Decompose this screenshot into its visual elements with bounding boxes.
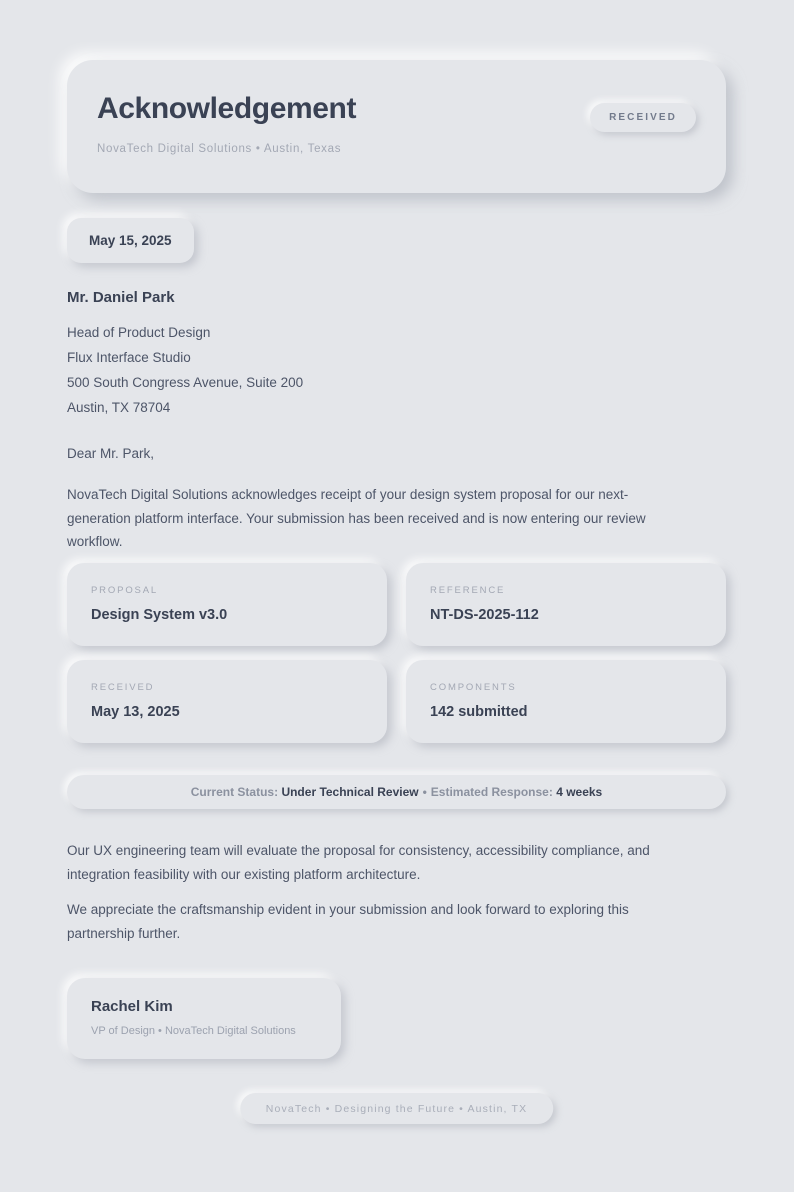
info-card-components bbox=[406, 660, 726, 743]
info-card-value: May 13, 2025 bbox=[91, 704, 180, 720]
date-chip: May 15, 2025 bbox=[67, 218, 194, 263]
signature-card bbox=[67, 978, 341, 1059]
body-paragraph-2: Our UX engineering team will evaluate the proposal for consistency, accessibility compliance, and integration feasibility with our existing platform architecture. bbox=[67, 843, 650, 882]
recipient-block bbox=[67, 290, 726, 420]
recipient-name: Mr. Daniel Park bbox=[67, 289, 175, 306]
info-card-label: RECEIVED bbox=[91, 682, 155, 693]
info-card-value: Design System v3.0 bbox=[91, 607, 228, 623]
salutation: Dear Mr. Park, bbox=[67, 446, 155, 461]
status-badge: RECEIVED bbox=[590, 103, 696, 132]
recipient-title: Head of Product Design bbox=[67, 325, 211, 340]
body-paragraph-3: We appreciate the craftsmanship evident in your submission and look forward to exploring this partnership further. bbox=[67, 902, 629, 941]
signature-role: VP of Design • NovaTech Digital Solutions bbox=[91, 1025, 296, 1037]
info-card-value: 142 submitted bbox=[430, 704, 528, 720]
recipient-street: 500 South Congress Avenue, Suite 200 bbox=[67, 375, 304, 390]
status-bar bbox=[67, 775, 726, 809]
status-bar-response-label: Estimated Response: bbox=[430, 785, 553, 799]
page-title: Acknowledgement bbox=[97, 92, 357, 125]
signature-name: Rachel Kim bbox=[91, 998, 173, 1015]
info-card-label: REFERENCE bbox=[430, 585, 506, 596]
info-card-reference bbox=[406, 563, 726, 646]
details-grid bbox=[67, 563, 726, 743]
recipient-company: Flux Interface Studio bbox=[67, 350, 191, 365]
info-card-label: PROPOSAL bbox=[91, 585, 159, 596]
body-paragraph-1: NovaTech Digital Solutions acknowledges receipt of your design system proposal for our next-generation platform interface. Your submission has been received and is now entering our review workflow. bbox=[67, 487, 646, 549]
info-card-proposal bbox=[67, 563, 387, 646]
info-card-label: COMPONENTS bbox=[430, 682, 517, 693]
info-card-value: NT-DS-2025-112 bbox=[430, 607, 539, 623]
footer-chip: NovaTech • Designing the Future • Austin, TX bbox=[240, 1093, 553, 1124]
header-subtitle: NovaTech Digital Solutions • Austin, Texas bbox=[97, 143, 342, 155]
info-card-received bbox=[67, 660, 387, 743]
status-bar-status-label: Current Status: bbox=[190, 785, 279, 799]
status-bar-separator: • bbox=[422, 785, 427, 799]
recipient-city-state-zip: Austin, TX 78704 bbox=[67, 400, 171, 415]
status-bar-status-value: Under Technical Review bbox=[281, 785, 419, 799]
header-card bbox=[67, 60, 726, 193]
status-bar-response-value: 4 weeks bbox=[556, 785, 603, 799]
